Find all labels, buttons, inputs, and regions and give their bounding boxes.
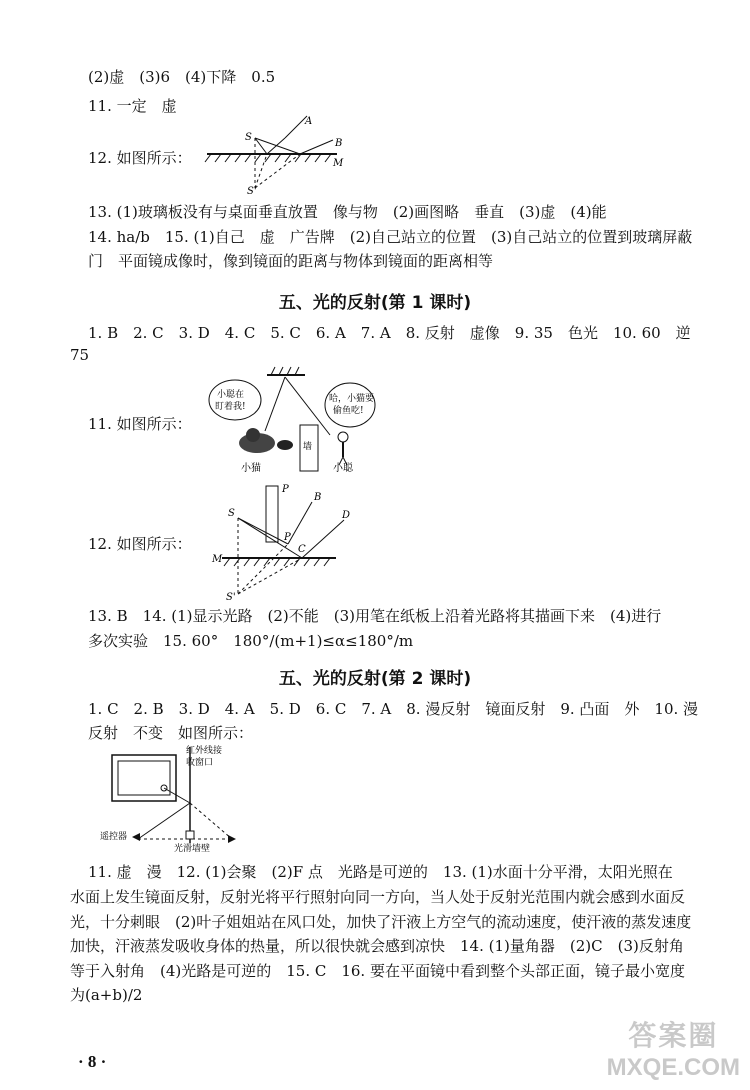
label-A: A [305,116,313,127]
mirror-reflection-figure-1 [205,110,365,200]
bubble-cat-line2: 盯着我! [215,402,246,412]
answer-line: 门 平面镜成像时，像到镜面的距离与物体到镜面的距离相等 [88,252,494,270]
label-C: C [298,544,306,555]
receiver-label-line1: 红外线接 [186,746,223,756]
label-P-top: P [282,484,289,495]
boy-icon [338,432,348,465]
bubble-cat-line1: 小聪在 [217,390,245,400]
wall-label: 光滑墙壁 [174,844,211,854]
answer-line: 1. C 2. B 3. D 4. A 5. D 6. C 7. A 8. 漫反射 镜面反射 9. 凸面 外 10. 漫 [88,700,699,718]
cat-and-boy-figure [205,365,375,480]
page-number: · 8 · [78,1052,107,1071]
answer-line: 为(a+b)/2 [70,986,143,1004]
boy-label: 小聪 [333,463,353,474]
answer-line: 多次实验 15. 60° 180°/(m+1)≤α≤180°/m [88,632,414,650]
answer-line: 加快，汗液蒸发吸收身体的热量，所以很快就会感到凉快 14. (1)量角器 (2)C (3)反射角 [70,937,684,955]
watermark-bottom: MXQE.COM [606,1054,740,1081]
answer-line: 12. 如图所示： [88,149,192,167]
watermark-top: 答案圈 [628,1020,719,1051]
section-title: 五、光的反射(第 1 课时) [278,293,472,313]
answer-line: 11. 一定 虚 [88,97,177,115]
label-M: M [333,158,344,169]
watermark [607,1014,740,1082]
answer-line: 光，十分刺眼 (2)叶子姐姐站在风口处，加快了汗液上方空气的流动速度，使汗液的蒸发速度 [70,913,692,931]
label-S-prime: S' [247,186,257,197]
label-P: P [284,532,291,543]
label-D: D [342,510,351,521]
answer-line: 75 [70,346,90,364]
label-S: S [245,132,252,143]
answer-line: (2)虚 (3)6 (4)下降 0.5 [88,68,276,86]
bubble-boy-line2: 偷鱼吃! [333,406,364,416]
cat-label: 小猫 [241,463,261,474]
answer-line: 反射 不变 如图所示： [88,724,254,742]
bubble-boy-line1: 哈，小猫要 [329,394,375,404]
label-S-prime: S' [226,592,236,603]
label-S: S [228,508,235,519]
answer-line: 13. (1)玻璃板没有与桌面垂直放置 像与物 (2)画图略 垂直 (3)虚 (4)能 [88,203,607,221]
label-B: B [335,138,343,149]
label-M: M [212,554,223,565]
answer-line: 11. 虚 漫 12. (1)会聚 (2)F 点 光路是可逆的 13. (1)水面十分平滑，太阳光照在 [88,863,673,881]
mirror-reflection-figure-3 [210,478,370,603]
tv-remote-figure [100,743,260,854]
answer-line: 12. 如图所示： [88,535,192,553]
answer-line: 水面上发生镜面反射，反射光将平行照射向同一方向，当人处于反射光范围内就会感到水面反 [70,888,686,906]
remote-label: 遥控器 [100,832,128,842]
answer-line: 13. B 14. (1)显示光路 (2)不能 (3)用笔在纸板上沿着光路将其描画下来 (4)进行 [88,607,662,625]
cat-icon [239,428,293,453]
answer-line: 14. ha/b 15. (1)自己 虚 广告牌 (2)自己站立的位置 (3)自己站立的位置到玻璃屏蔽 [88,228,693,246]
wall-label: 墙 [303,442,313,452]
answer-line: 等于入射角 (4)光路是可逆的 15. C 16. 要在平面镜中看到整个头部正面，镜子最小宽度 [70,962,685,980]
answer-line: 1. B 2. C 3. D 4. C 5. C 6. A 7. A 8. 反射 虚像 9. 35 色光 10. 60 逆 [88,324,691,342]
answer-line: 11. 如图所示： [88,415,192,433]
receiver-label-line2: 收窗口 [186,758,214,768]
label-B: B [314,492,322,503]
section-title: 五、光的反射(第 2 课时) [278,669,472,689]
